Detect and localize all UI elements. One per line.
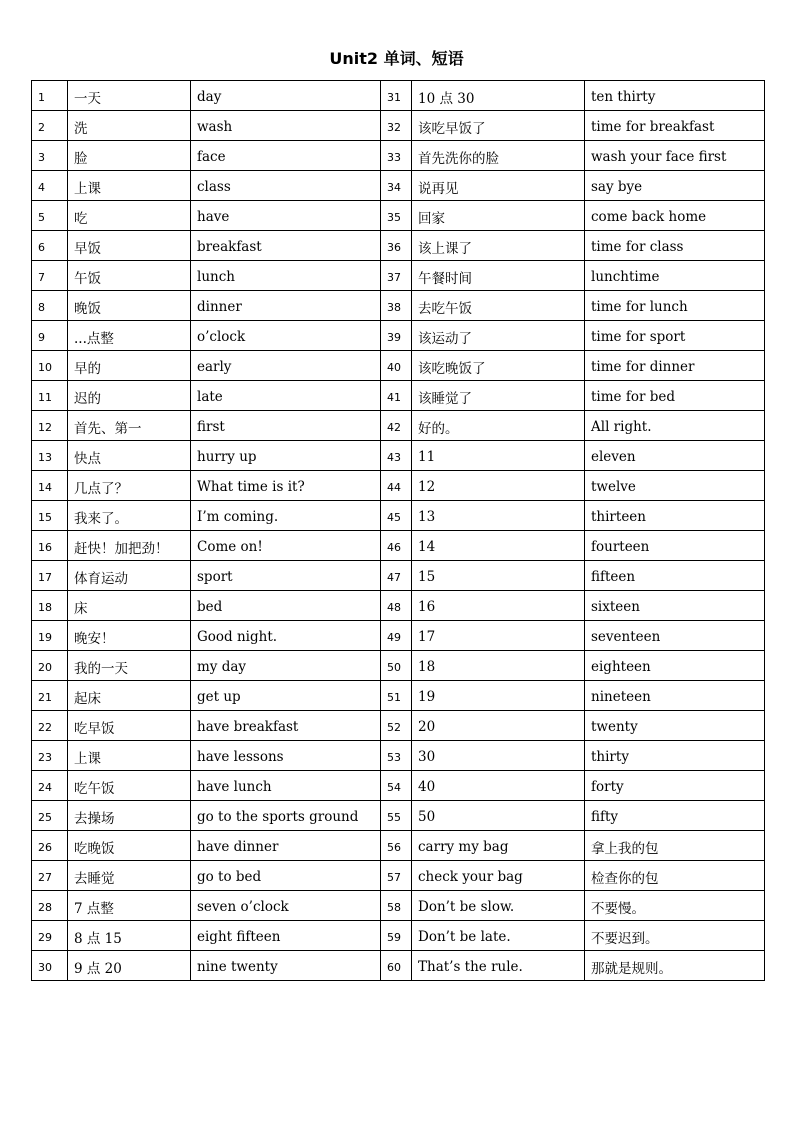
phrase-translation: fifteen bbox=[585, 561, 765, 591]
phrase-translation: 拿上我的包 bbox=[585, 831, 765, 861]
phrase-source: Don’t be late. bbox=[412, 921, 585, 951]
row-number-left: 23 bbox=[32, 741, 68, 771]
phrase-source: 该睡觉了 bbox=[412, 381, 585, 411]
chinese-word: 早饭 bbox=[68, 231, 191, 261]
row-number-right: 55 bbox=[381, 801, 412, 831]
row-number-right: 47 bbox=[381, 561, 412, 591]
chinese-word: 吃 bbox=[68, 201, 191, 231]
chinese-word: 体育运动 bbox=[68, 561, 191, 591]
phrase-translation: 检查你的包 bbox=[585, 861, 765, 891]
phrase-translation: time for lunch bbox=[585, 291, 765, 321]
english-word: bed bbox=[191, 591, 381, 621]
row-number-left: 16 bbox=[32, 531, 68, 561]
chinese-word: 上课 bbox=[68, 741, 191, 771]
row-number-left: 30 bbox=[32, 951, 68, 981]
row-number-left: 8 bbox=[32, 291, 68, 321]
row-number-right: 58 bbox=[381, 891, 412, 921]
table-row bbox=[32, 321, 765, 351]
english-word: day bbox=[191, 81, 381, 111]
phrase-source: 首先洗你的脸 bbox=[412, 141, 585, 171]
phrase-translation: thirteen bbox=[585, 501, 765, 531]
row-number-right: 43 bbox=[381, 441, 412, 471]
english-word: my day bbox=[191, 651, 381, 681]
row-number-right: 46 bbox=[381, 531, 412, 561]
phrase-translation: 那就是规则。 bbox=[585, 951, 765, 981]
table-row bbox=[32, 561, 765, 591]
chinese-word: 午饭 bbox=[68, 261, 191, 291]
phrase-translation: time for bed bbox=[585, 381, 765, 411]
phrase-translation: 不要迟到。 bbox=[585, 921, 765, 951]
row-number-right: 33 bbox=[381, 141, 412, 171]
row-number-right: 45 bbox=[381, 501, 412, 531]
phrase-source: 该吃早饭了 bbox=[412, 111, 585, 141]
table-row bbox=[32, 891, 765, 921]
english-word: hurry up bbox=[191, 441, 381, 471]
chinese-word: 早的 bbox=[68, 351, 191, 381]
row-number-left: 22 bbox=[32, 711, 68, 741]
table-row bbox=[32, 501, 765, 531]
english-word: Come on! bbox=[191, 531, 381, 561]
chinese-word: 9 点 20 bbox=[68, 951, 191, 981]
row-number-right: 54 bbox=[381, 771, 412, 801]
phrase-source: 13 bbox=[412, 501, 585, 531]
phrase-source: 去吃午饭 bbox=[412, 291, 585, 321]
row-number-left: 1 bbox=[32, 81, 68, 111]
english-word: o’clock bbox=[191, 321, 381, 351]
row-number-left: 14 bbox=[32, 471, 68, 501]
table-row bbox=[32, 231, 765, 261]
table-row bbox=[32, 471, 765, 501]
row-number-right: 48 bbox=[381, 591, 412, 621]
chinese-word: 我的一天 bbox=[68, 651, 191, 681]
phrase-translation: time for dinner bbox=[585, 351, 765, 381]
row-number-right: 40 bbox=[381, 351, 412, 381]
phrase-translation: lunchtime bbox=[585, 261, 765, 291]
row-number-left: 25 bbox=[32, 801, 68, 831]
phrase-source: Don’t be slow. bbox=[412, 891, 585, 921]
phrase-translation: seventeen bbox=[585, 621, 765, 651]
phrase-source: 午餐时间 bbox=[412, 261, 585, 291]
english-word: Good night. bbox=[191, 621, 381, 651]
row-number-right: 60 bbox=[381, 951, 412, 981]
table-row bbox=[32, 381, 765, 411]
chinese-word: 7 点整 bbox=[68, 891, 191, 921]
english-word: get up bbox=[191, 681, 381, 711]
row-number-left: 11 bbox=[32, 381, 68, 411]
row-number-left: 12 bbox=[32, 411, 68, 441]
row-number-right: 50 bbox=[381, 651, 412, 681]
english-word: class bbox=[191, 171, 381, 201]
phrase-translation: ten thirty bbox=[585, 81, 765, 111]
table-row bbox=[32, 651, 765, 681]
row-number-right: 42 bbox=[381, 411, 412, 441]
row-number-left: 27 bbox=[32, 861, 68, 891]
table-row bbox=[32, 351, 765, 381]
table-row bbox=[32, 711, 765, 741]
phrase-source: 30 bbox=[412, 741, 585, 771]
phrase-source: 19 bbox=[412, 681, 585, 711]
phrase-translation: nineteen bbox=[585, 681, 765, 711]
phrase-translation: time for breakfast bbox=[585, 111, 765, 141]
english-word: sport bbox=[191, 561, 381, 591]
chinese-word: 脸 bbox=[68, 141, 191, 171]
english-word: have dinner bbox=[191, 831, 381, 861]
row-number-left: 17 bbox=[32, 561, 68, 591]
table-row bbox=[32, 621, 765, 651]
chinese-word: 一天 bbox=[68, 81, 191, 111]
english-word: seven o’clock bbox=[191, 891, 381, 921]
row-number-left: 6 bbox=[32, 231, 68, 261]
row-number-left: 28 bbox=[32, 891, 68, 921]
table-row bbox=[32, 681, 765, 711]
english-word: early bbox=[191, 351, 381, 381]
chinese-word: 去操场 bbox=[68, 801, 191, 831]
phrase-source: 20 bbox=[412, 711, 585, 741]
table-row bbox=[32, 141, 765, 171]
row-number-right: 32 bbox=[381, 111, 412, 141]
table-row bbox=[32, 111, 765, 141]
row-number-left: 18 bbox=[32, 591, 68, 621]
phrase-source: 18 bbox=[412, 651, 585, 681]
phrase-source: carry my bag bbox=[412, 831, 585, 861]
chinese-word: 起床 bbox=[68, 681, 191, 711]
english-word: have lessons bbox=[191, 741, 381, 771]
row-number-left: 7 bbox=[32, 261, 68, 291]
phrase-translation: thirty bbox=[585, 741, 765, 771]
phrase-translation: eleven bbox=[585, 441, 765, 471]
english-word: face bbox=[191, 141, 381, 171]
english-word: What time is it? bbox=[191, 471, 381, 501]
row-number-right: 56 bbox=[381, 831, 412, 861]
phrase-source: 10 点 30 bbox=[412, 81, 585, 111]
chinese-word: 吃午饭 bbox=[68, 771, 191, 801]
phrase-source: 该运动了 bbox=[412, 321, 585, 351]
row-number-left: 5 bbox=[32, 201, 68, 231]
row-number-right: 41 bbox=[381, 381, 412, 411]
row-number-left: 4 bbox=[32, 171, 68, 201]
row-number-right: 38 bbox=[381, 291, 412, 321]
english-word: have lunch bbox=[191, 771, 381, 801]
chinese-word: 晚安！ bbox=[68, 621, 191, 651]
table-row bbox=[32, 291, 765, 321]
phrase-translation: twenty bbox=[585, 711, 765, 741]
english-word: nine twenty bbox=[191, 951, 381, 981]
phrase-source: 11 bbox=[412, 441, 585, 471]
row-number-right: 37 bbox=[381, 261, 412, 291]
english-word: I’m coming. bbox=[191, 501, 381, 531]
row-number-left: 19 bbox=[32, 621, 68, 651]
row-number-left: 2 bbox=[32, 111, 68, 141]
chinese-word: 洗 bbox=[68, 111, 191, 141]
row-number-left: 3 bbox=[32, 141, 68, 171]
phrase-translation: forty bbox=[585, 771, 765, 801]
phrase-translation: twelve bbox=[585, 471, 765, 501]
phrase-translation: fourteen bbox=[585, 531, 765, 561]
table-row bbox=[32, 801, 765, 831]
row-number-right: 51 bbox=[381, 681, 412, 711]
phrase-translation: sixteen bbox=[585, 591, 765, 621]
chinese-word: 赶快！加把劲！ bbox=[68, 531, 191, 561]
phrase-source: check your bag bbox=[412, 861, 585, 891]
row-number-right: 49 bbox=[381, 621, 412, 651]
phrase-translation: 不要慢。 bbox=[585, 891, 765, 921]
page-title: Unit2 单词、短语 bbox=[329, 49, 464, 68]
chinese-word: 快点 bbox=[68, 441, 191, 471]
phrase-source: 该吃晚饭了 bbox=[412, 351, 585, 381]
table-row bbox=[32, 741, 765, 771]
row-number-right: 57 bbox=[381, 861, 412, 891]
phrase-source: 12 bbox=[412, 471, 585, 501]
english-word: breakfast bbox=[191, 231, 381, 261]
row-number-left: 15 bbox=[32, 501, 68, 531]
english-word: late bbox=[191, 381, 381, 411]
english-word: go to the sports ground bbox=[191, 801, 381, 831]
phrase-source: 40 bbox=[412, 771, 585, 801]
chinese-word: 首先、第一 bbox=[68, 411, 191, 441]
english-word: go to bed bbox=[191, 861, 381, 891]
chinese-word: ...点整 bbox=[68, 321, 191, 351]
row-number-left: 21 bbox=[32, 681, 68, 711]
phrase-source: 14 bbox=[412, 531, 585, 561]
row-number-right: 39 bbox=[381, 321, 412, 351]
table-row bbox=[32, 831, 765, 861]
chinese-word: 上课 bbox=[68, 171, 191, 201]
english-word: eight fifteen bbox=[191, 921, 381, 951]
phrase-translation: wash your face first bbox=[585, 141, 765, 171]
chinese-word: 床 bbox=[68, 591, 191, 621]
phrase-source: 17 bbox=[412, 621, 585, 651]
row-number-right: 31 bbox=[381, 81, 412, 111]
row-number-left: 20 bbox=[32, 651, 68, 681]
row-number-right: 36 bbox=[381, 231, 412, 261]
chinese-word: 去睡觉 bbox=[68, 861, 191, 891]
phrase-translation: time for class bbox=[585, 231, 765, 261]
chinese-word: 吃早饭 bbox=[68, 711, 191, 741]
phrase-source: That’s the rule. bbox=[412, 951, 585, 981]
row-number-right: 52 bbox=[381, 711, 412, 741]
phrase-translation: time for sport bbox=[585, 321, 765, 351]
table-row bbox=[32, 921, 765, 951]
row-number-left: 26 bbox=[32, 831, 68, 861]
table-row bbox=[32, 261, 765, 291]
phrase-source: 说再见 bbox=[412, 171, 585, 201]
english-word: wash bbox=[191, 111, 381, 141]
table-row bbox=[32, 591, 765, 621]
table-row bbox=[32, 201, 765, 231]
vocabulary-table-body bbox=[32, 81, 765, 981]
chinese-word: 吃晚饭 bbox=[68, 831, 191, 861]
row-number-right: 59 bbox=[381, 921, 412, 951]
chinese-word: 几点了？ bbox=[68, 471, 191, 501]
table-row bbox=[32, 171, 765, 201]
row-number-left: 24 bbox=[32, 771, 68, 801]
phrase-source: 该上课了 bbox=[412, 231, 585, 261]
table-row bbox=[32, 951, 765, 981]
row-number-right: 44 bbox=[381, 471, 412, 501]
phrase-translation: come back home bbox=[585, 201, 765, 231]
phrase-source: 回家 bbox=[412, 201, 585, 231]
english-word: first bbox=[191, 411, 381, 441]
phrase-source: 好的。 bbox=[412, 411, 585, 441]
english-word: have bbox=[191, 201, 381, 231]
chinese-word: 我来了。 bbox=[68, 501, 191, 531]
table-row bbox=[32, 771, 765, 801]
table-row bbox=[32, 441, 765, 471]
table-row bbox=[32, 411, 765, 441]
phrase-translation: fifty bbox=[585, 801, 765, 831]
phrase-translation: eighteen bbox=[585, 651, 765, 681]
row-number-right: 35 bbox=[381, 201, 412, 231]
row-number-left: 29 bbox=[32, 921, 68, 951]
row-number-right: 34 bbox=[381, 171, 412, 201]
phrase-source: 15 bbox=[412, 561, 585, 591]
chinese-word: 迟的 bbox=[68, 381, 191, 411]
english-word: dinner bbox=[191, 291, 381, 321]
chinese-word: 晚饭 bbox=[68, 291, 191, 321]
phrase-translation: All right. bbox=[585, 411, 765, 441]
english-word: lunch bbox=[191, 261, 381, 291]
row-number-left: 13 bbox=[32, 441, 68, 471]
phrase-translation: say bye bbox=[585, 171, 765, 201]
phrase-source: 50 bbox=[412, 801, 585, 831]
english-word: have breakfast bbox=[191, 711, 381, 741]
chinese-word: 8 点 15 bbox=[68, 921, 191, 951]
vocabulary-table bbox=[31, 80, 765, 981]
row-number-left: 10 bbox=[32, 351, 68, 381]
table-row bbox=[32, 531, 765, 561]
table-row bbox=[32, 81, 765, 111]
row-number-right: 53 bbox=[381, 741, 412, 771]
row-number-left: 9 bbox=[32, 321, 68, 351]
table-row bbox=[32, 861, 765, 891]
phrase-source: 16 bbox=[412, 591, 585, 621]
